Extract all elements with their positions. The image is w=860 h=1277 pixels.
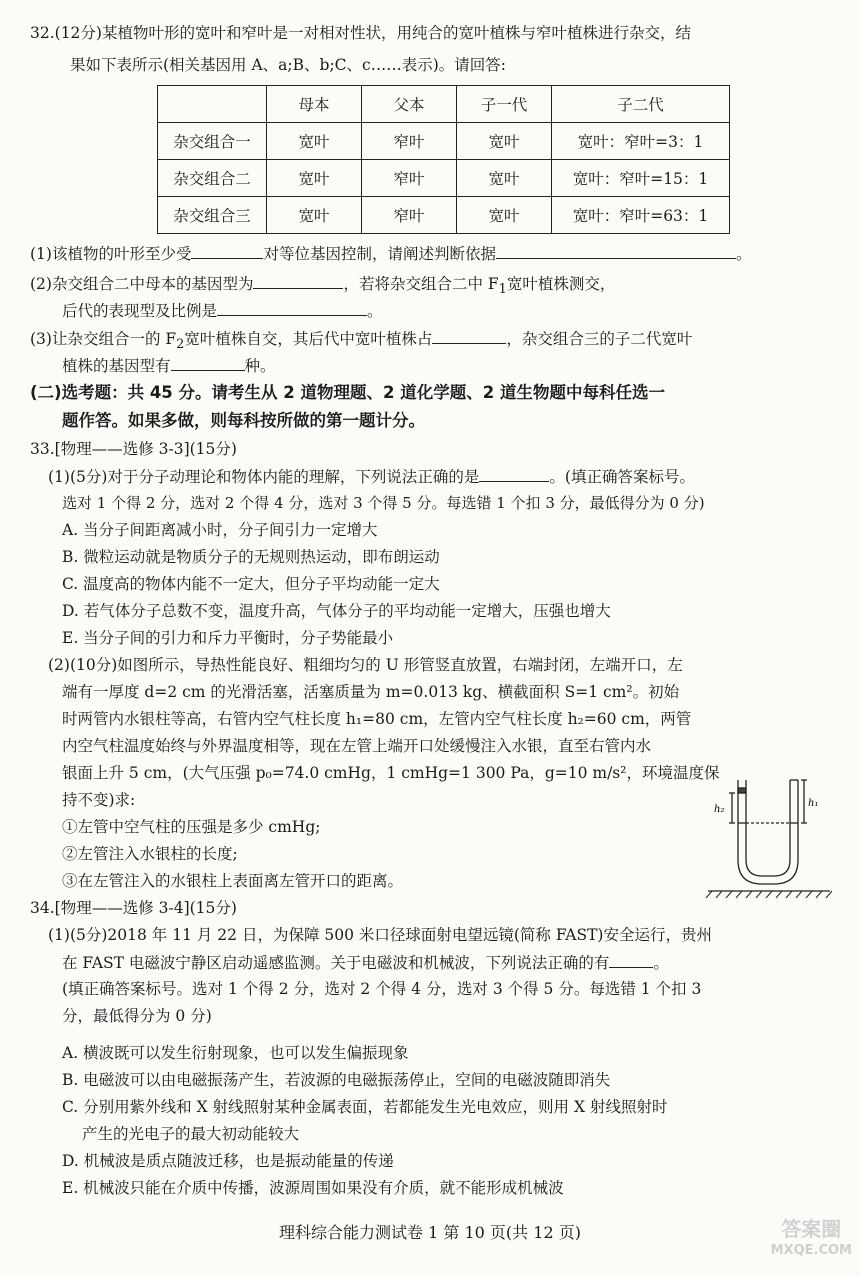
- q32-part3-text: 植株的基因型有: [62, 357, 171, 375]
- table-header-cell: 子一代: [457, 86, 552, 123]
- q33-part1-scoring: 选对 1 个得 2 分，选对 2 个得 4 分，选对 3 个得 5 分。每选错 1 个扣 3 分，最低得分为 0 分): [62, 494, 705, 512]
- page-footer: 理科综合能力测试卷 1 第 10 页(共 12 页): [279, 1223, 581, 1242]
- q32-part3-text: ，杂交组合三的子二代宽叶: [506, 330, 693, 348]
- q33-subq: ②左管注入水银柱的长度;: [62, 845, 238, 863]
- table-header-row: [158, 86, 730, 123]
- piston: [738, 788, 746, 793]
- q33-part2-line: 银面上升 5 cm，(大气压强 p₀=74.0 cmHg，1 cmHg=1 300 Pa，g=10 m/s²，环境温度保: [62, 764, 720, 782]
- q32-part3-text: 种。: [244, 357, 276, 375]
- u-tube-inner: [746, 780, 790, 876]
- q34-option-cont: 产生的光电子的最大初动能较大: [82, 1125, 300, 1143]
- q32-part3-text: (3)让杂交组合一的 F: [30, 330, 177, 348]
- table-cell: 宽叶: [267, 197, 362, 234]
- q33-subq: ③在左管注入的水银柱上表面离左管开口的距离。: [62, 872, 404, 890]
- h1-label: h₁: [808, 798, 819, 809]
- table-header-cell: 子二代: [552, 86, 730, 123]
- q34-part1-text: 。: [653, 954, 669, 972]
- table-cell: 宽叶: [267, 123, 362, 160]
- q32-part2-cont: [62, 297, 383, 324]
- u-tube-diagram: [704, 776, 834, 901]
- answer-blank[interactable]: [432, 325, 506, 344]
- q33-option: D. 若气体分子总数不变，温度升高，气体分子的平均动能一定增大，压强也增大: [62, 602, 611, 620]
- q33-option: C. 温度高的物体内能不一定大，但分子平均动能一定大: [62, 575, 440, 593]
- table-cell: 杂交组合一: [158, 123, 267, 160]
- q32-part3-cont: [62, 352, 276, 379]
- q33-option: E. 当分子间的引力和斥力平衡时，分子势能最小: [62, 629, 394, 647]
- q32-part2-text: (2)杂交组合二中母本的基因型为: [30, 275, 254, 293]
- q32-part1-text: (1)该植物的叶形至少受: [30, 245, 192, 263]
- table-cell: 杂交组合三: [158, 197, 267, 234]
- subscript: 2: [176, 337, 185, 353]
- q33-part2-line: 持不变)求:: [62, 791, 136, 809]
- q34-part1-line: (填正确答案标号。选对 1 个得 2 分，选对 2 个得 4 分，选对 3 个得 5 分。每选错 1 个扣 3: [62, 980, 702, 998]
- table-cell: 窄叶: [362, 123, 457, 160]
- q34-option: C. 分别用紫外线和 X 射线照射某种金属表面，若都能发生光电效应，则用 X 射线照射时: [62, 1098, 668, 1116]
- q34-option: A. 横波既可以发生衍射现象，也可以发生偏振现象: [62, 1044, 409, 1062]
- q34-option: E. 机械波只能在介质中传播，波源周围如果没有介质，就不能形成机械波: [62, 1179, 564, 1197]
- answer-blank[interactable]: [253, 270, 343, 289]
- table-cell: 宽叶：窄叶=3：1: [552, 123, 730, 160]
- subscript: 1: [498, 282, 507, 298]
- table-header-cell: 父本: [362, 86, 457, 123]
- q34-option: B. 电磁波可以由电磁振荡产生，若波源的电磁振荡停止，空间的电磁波随即消失: [62, 1071, 611, 1089]
- table-cell: 宽叶: [457, 160, 552, 197]
- table-row: [158, 197, 730, 234]
- q33-subq: ①左管中空气柱的压强是多少 cmHg;: [62, 818, 321, 836]
- answer-blank[interactable]: [496, 240, 736, 259]
- table-cell: 窄叶: [362, 197, 457, 234]
- answer-blank[interactable]: [217, 297, 367, 316]
- section-heading-line1: (二)选考题：共 45 分。请考生从 2 道物理题、2 道化学题、2 道生物题中每科任选一: [30, 383, 665, 402]
- q32-part1: [30, 240, 752, 267]
- cross-results-table: [157, 85, 730, 234]
- q33-option: A. 当分子间距离减小时，分子间引力一定增大: [62, 521, 378, 539]
- section-heading-line2: 题作答。如果多做，则每科按所做的第一题计分。: [62, 411, 425, 430]
- q32-part1-text: 。: [735, 245, 752, 263]
- q34-part1-line: (1)(5分)2018 年 11 月 22 日，为保障 500 米口径球面射电望远镜(简称 FAST)安全运行，贵州: [48, 926, 712, 944]
- q32-stem-line1: 32.(12分)某植物叶形的宽叶和窄叶是一对相对性状，用纯合的宽叶植株与窄叶植株进行杂交，结: [30, 24, 691, 42]
- q32-stem-line2: 果如下表所示(相关基因用 A、a;B、b;C、c……表示)。请回答:: [70, 56, 506, 74]
- q33-part1-text: (1)(5分)对于分子动理论和物体内能的理解，下列说法正确的是: [48, 468, 480, 486]
- answer-blank[interactable]: [479, 463, 549, 482]
- q32-part2-text: ，若将杂交组合二中 F: [343, 275, 499, 293]
- table-cell: 宽叶：窄叶=15：1: [552, 160, 730, 197]
- q33-title: 33.[物理——选修 3-3](15分): [30, 440, 237, 458]
- table-cell: 宽叶: [457, 123, 552, 160]
- q32-part3-text: 宽叶植株自交，其后代中宽叶植株占: [184, 330, 433, 348]
- q34-title: 34.[物理——选修 3-4](15分): [30, 899, 237, 917]
- q33-part2-line: (2)(10分)如图所示，导热性能良好、粗细均匀的 U 形管竖直放置，右端封闭，左端开口，左: [48, 656, 683, 674]
- table-header-cell: [158, 86, 267, 123]
- table-cell: 杂交组合二: [158, 160, 267, 197]
- q33-part2-line: 内空气柱温度始终与外界温度相等，现在左管上端开口处缓慢注入水银，直至右管内水: [62, 737, 652, 755]
- answer-blank[interactable]: [191, 240, 263, 259]
- table-cell: 宽叶：窄叶=63：1: [552, 197, 730, 234]
- q33-part1-text: 。(填正确答案标号。: [549, 468, 695, 486]
- q33-part2-line: 端有一厚度 d=2 cm 的光滑活塞，活塞质量为 m=0.013 kg、横截面积 S=1 cm²。初始: [62, 683, 680, 701]
- q32-part1-text: 对等位基因控制，请阐述判断依据: [263, 245, 496, 263]
- q33-option: B. 微粒运动就是物质分子的无规则热运动，即布朗运动: [62, 548, 440, 566]
- h2-label: h₂: [714, 804, 725, 815]
- table-row: [158, 123, 730, 160]
- answer-blank[interactable]: [171, 352, 245, 371]
- q34-option: D. 机械波是质点随波迁移，也是振动能量的传递: [62, 1152, 394, 1170]
- table-row: [158, 160, 730, 197]
- q34-part1-text: 在 FAST 电磁波宁静区启动遥感监测。关于电磁波和机械波，下列说法正确的有: [62, 954, 610, 972]
- table-cell: 宽叶: [267, 160, 362, 197]
- q33-part2-line: 时两管内水银柱等高，右管内空气柱长度 h₁=80 cm，左管内空气柱长度 h₂=60 cm，两管: [62, 710, 692, 728]
- table-cell: 窄叶: [362, 160, 457, 197]
- q32-part2-text: 宽叶植株测交，: [506, 275, 616, 293]
- watermark-text: 答案圈: [781, 1217, 842, 1241]
- q32-part2-text: 。: [367, 302, 383, 320]
- q34-part1-line: 分，最低得分为 0 分): [62, 1007, 212, 1025]
- watermark-url: MXQE.COM: [770, 1243, 852, 1258]
- q32-part2-text: 后代的表现型及比例是: [62, 302, 218, 320]
- q34-part1-line2: [62, 949, 669, 976]
- answer-blank[interactable]: [609, 949, 653, 968]
- watermark-logo: [771, 1218, 852, 1262]
- q33-part1: [48, 463, 695, 490]
- table-header-cell: 母本: [267, 86, 362, 123]
- table-cell: 宽叶: [457, 197, 552, 234]
